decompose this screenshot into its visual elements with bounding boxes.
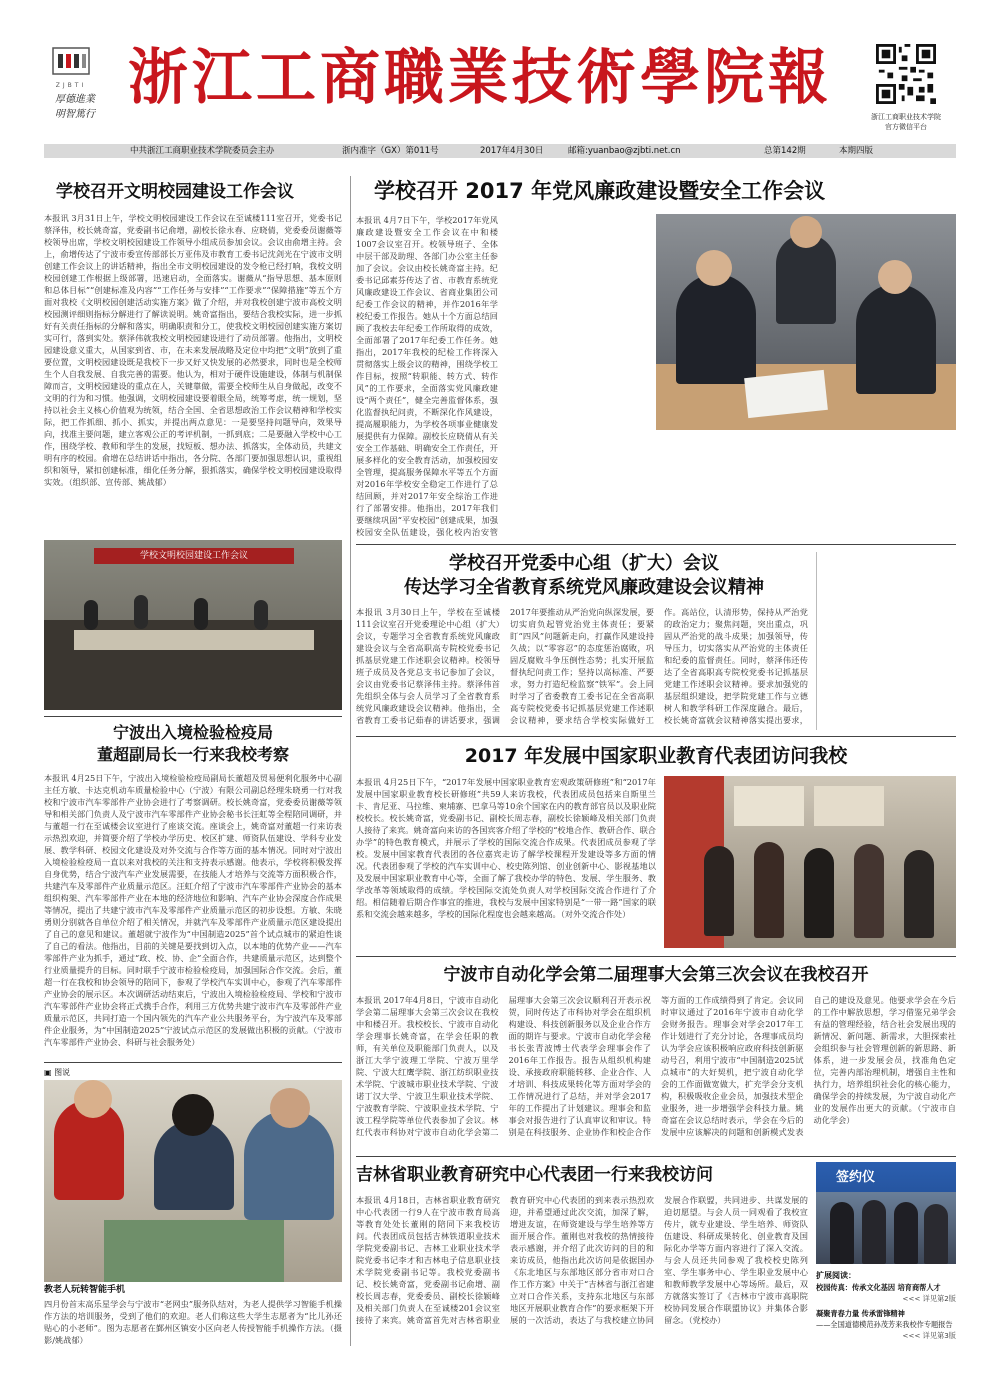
- school-motto: [40, 92, 110, 122]
- article-jilin-delegation-headline: 吉林省职业教育研究中心代表团一行来我校访问: [356, 1165, 713, 1185]
- article-party-integrity-body-col4: [810, 434, 956, 538]
- article-party-integrity-body-col2: [506, 214, 648, 538]
- photo-feature-title: 教老人玩转智能手机: [44, 1285, 126, 1295]
- school-logo: [52, 44, 90, 89]
- newspaper-title: 浙江工商職業技術學院報: [128, 43, 832, 113]
- article-china-vet-headline: 2017 年发展中国家职业教育代表团访问我校: [464, 745, 848, 767]
- motto-line-2: 明智篤行: [55, 109, 95, 120]
- qr-caption-line-1: 浙江工商职业技术学院: [871, 113, 941, 121]
- email-text: 邮箱:yuanbao@zjbti.net.cn: [568, 146, 681, 156]
- camera-icon: ▣: [44, 1068, 52, 1077]
- preview-item-2-ref: <<< 详见第3版: [902, 1331, 956, 1340]
- motto-line-1: 厚德進業: [55, 94, 95, 105]
- issue-date: 2017年4月30日: [480, 146, 544, 156]
- masthead: [0, 0, 1000, 140]
- photo-feature-label-text: 图说: [54, 1068, 71, 1077]
- elderly-smartphone-photo: [44, 1080, 342, 1282]
- civilized-campus-meeting-photo: [44, 540, 342, 710]
- extended-reading-title: 扩展阅读：: [816, 1271, 856, 1280]
- article-party-committee-body-cont: [816, 552, 956, 730]
- issue-info-bar: [44, 144, 956, 158]
- qr-caption: [860, 112, 952, 132]
- article-civilized-campus-headline: 学校召开文明校园建设工作会议: [56, 182, 294, 202]
- article-jilin-delegation-body: 本报讯 4月18日，吉林省职业教育研究中心代表团一行9人在宁波市教育局高等教育处处长董刚的陪同下来我校访问。代表团成员包括吉林铁道职业技术学院党委副书记、吉林工业职业技术学院党委书记李才和吉林电子信息职业技术学院党委副书记等。我校党委副书记、校长姚奇富，党委副书记俞增、副校长周志春，党委委员、副校长徐颖峰及相关部门负责人在至诚楼201会议室接待了来宾。姚奇富首先对吉林省职业教育研究中心代表团的到来表示热烈欢迎，并希望通过此次交流，加深了解，增进友谊，在师资建设与学生培养等方面开展合作。董刚也对我校的热情接待表示感谢，并介绍了此次访问的目的和来访成员，他指出此次访问是依据国办《东北地区与东部地区部分省市对口合作工作方案》中关于“吉林省与浙江省建立对口合作关系，支持东北地区与东部地区开展职业教育合作”的要求框架下开展的一次活动，表达了与我校建立协同发展合作联盟，共同进步、共谋发展的迫切愿望。与会人员一同观看了我校宣传片，就专业建设、学生培养、师资队伍建设、科研成果转化、创业教育及国际化办学等方面内容进行了深入交流。与会人员还共同参观了我校校史陈列室、学生事务中心、学生职业发展中心和教师教学发展中心等场所。最后，双方就落实签订了《吉林市宁波市高职院校协同发展合作联盟协议》并集体合影留念。（党校办）: [356, 1195, 808, 1325]
- preview-item-1[interactable]: [816, 1282, 956, 1304]
- qr-caption-line-2: 官方微信平台: [885, 123, 927, 131]
- article-party-committee-subheadline: 传达学习全省教育系统党风廉政建设会议精神: [404, 577, 764, 598]
- sponsor-text: 中共浙江工商职业技术学院委员会主办: [130, 146, 275, 156]
- preview-item-2[interactable]: [816, 1308, 956, 1341]
- qr-code-icon: [876, 44, 936, 104]
- signing-banner-photo: [816, 1162, 956, 1264]
- preview-item-2-headline: 凝聚青春力量 传承雷锋精神: [816, 1309, 905, 1318]
- preview-item-2-sub: ——全国道德模范孙茂芳来我校作专题报告: [816, 1320, 953, 1329]
- article-ningbo-inspection-subheadline: 董超副局长一行来我校考察: [96, 745, 289, 764]
- extended-reading: [816, 1270, 956, 1341]
- article-ningbo-inspection-headline: 宁波出入境检验检疫局: [112, 723, 273, 742]
- article-party-integrity-headline: 学校召开 2017 年党风廉政建设暨安全工作会议: [374, 179, 826, 203]
- logo-icon: [52, 44, 90, 86]
- article-automation-society-body: 本报讯 2017年4月8日，宁波市自动化学会第二届理事大会第三次会议在我校中和楼召开。我校校长、宁波市自动化学会理事长姚奇富，在学会任职的教师，有关单位及职能部门负责人，以及浙江大学宁波理工学院、宁波万里学院、宁波大红鹰学院、浙江纺织职业技术学院、宁波城市职业技术学院、宁波诺丁汉大学、宁波卫生职业技术学院、宁波教育学院、宁波职业技术学院、宁波工程学院等单位代表参加了会议。林红代表市科协对宁波市自动化学会第二届理事大会第三次会议顺利召开表示祝贺，同时传达了市科协对学会在组织机构建设、科技创新服务以及企业合作方面的期许与要求。宁波市自动化学会秘书长张青波博士代表学会理事会作了2016年工作报告。报告从组织机构建设、承接政府职能转移、企业合作、人才培训、科技成果转化等方面对学会的工作情况进行了总结，并对学会2017年的工作提出了计划建议。理事会和监事会对报告进行了认真审议和审议。特别是在科技服务、企业协作和校企合作等方面的工作成绩得到了肯定。会议同时审议通过了2016年宁波市自动化学会财务报告。理事会对学会2017年工作计划进行了充分讨论，各理事成员均认为学会应该积极响应政府科技创新驱动号召，利用宁波市“中国制造2025试点城市”的大好契机，把宁波自动化学会的工作面做宽做大，扩充学会分支机构，积极吸收企业会员，加强技术型企业服务，进一步增强学会科技力量。姚奇富在会议总结时表示，学会在今后的发展中应该解决的问题和创新模式发表自己的建设及意见。他要求学会在今后的工作中解放思想，学习借鉴兄弟学会有益的管理经验，结合社会发展出现的新情况、新问题、新需求，大胆探索社会组织参与社会管理创新的新思路、新体系，进一步发展会员，找准角色定位，完善内部治理机制，增强自主性和执行力，培养组织社会化的核心能力，确保学会的持续发展，为宁波自动化产业的发展作出更大的贡献。（宁波市自动化学会）: [356, 995, 956, 1137]
- issue-total: 总第142期: [764, 146, 806, 156]
- delegation-visit-photo: [664, 776, 956, 948]
- article-civilized-campus-body: 本报讯 3月31日上午，学校文明校园建设工作会议在至诚楼111室召开，党委书记蔡泽伟，校长姚奇富，党委副书记俞增，副校长徐永春、应晓倩，党委委员谢薇等校领导出席，学校文明校园建设工作领导小组成员参加会议。会议由俞增主持。会上，俞增传达了宁波市委宣传部部长万亚伟及市教育工委书记沈剑光在宁波市文明创建工作会议上的讲话精神，指出全市文明校园建设的发令枪已经打响，我校文明校园创建工作根据上级部署，迅速启动，全面落实。谢薇从“指导思想、基本原则和总体目标”“创建标准及内容”“工作任务与安排”“工作要求”“保障措施”等五个方面对我校《文明校园创建活动实施方案》做了介绍，并对我校创建宁波市高校文明校园测评细则指标分解进行了解读说明。姚奇富指出，要结合我校实际，进一步抓好有关责任指标的分解和落实，明确职责和分工，使我校文明校园创建实施方案切实可行，落到实处。蔡泽伟就我校文明校园建设进行了动员部署。他指出，文明校园建设意义重大，从国家到省、市，在未来发展战略及定位中均把“文明”放到了重要位置，文明校园建设既是我校下一步又好又快发展的必然要求，同时也是全校师生个人自我发展、自我完善的需要。他认为，相对于硬件设施建设，体制与机制保障而言，文明校园建设的重点在人，关键靠做，需要全校师生从自身做起，改变不文明的行为和习惯。他强调，文明校园建设要着眼全局，统筹考虑，统一规划，坚持以社会主义核心价值观为统领，结合全国、全省思想政治工作会议精神和学校实际，把工作抓细、抓小、抓实，并提出两点意见：一是要坚持问题导向，效果导向，找准主要问题，建立客观公正的考评机制，一抓到底；二是要融入学校中心工作，围绕学校、教师和学生的发展，找短板、想办法、抓落实，全体动员，共建文明有序的校园。俞增在总结讲话中指出，各分院、各部门要加强思想认识，重视组织和领导，紧扣创建标准，细化任务分解，狠抓落实，确保学校文明校园建设取得实效。（组织部、宣传部、姚战郁）: [44, 213, 342, 487]
- article-automation-society-headline: 宁波市自动化学会第二届理事大会第三次会议在我校召开: [443, 965, 869, 985]
- article-party-committee-headline: 学校召开党委中心组（扩大）会议: [449, 553, 719, 574]
- article-china-vet-body: 本报讯 4月25日下午，“2017年发展中国家职业教育宏观政策研修班”和“2017年发展中国家职业教育校长研修班”共59人来访我校，代表团成员包括来自斯里兰卡、肯尼亚、马拉维、柬埔寨、巴拿马等10余个国家在内的教育部官员以及职业院校校长。校长姚奇富，党委副书记、副校长周志春，副校长徐颖峰及相关部门负责人接待了来宾。姚奇富向来访的各国宾客介绍了学校的“校地合作、教研合作、联合办学”的特色教育模式，并展示了学校的国际交流合作成果。代表团成员参观了学校。发展中国家教育代表团的各位嘉宾走访了解学校课程开发建设等多方面的情况。代表团参观了学校的汽车实训中心、校史陈列馆、创业创新中心、影视基地以及发展中国家职业教育中心等，全面了解了我校办学的特色、发展、学生服务、教学改革等领域取得的成绩。学校国际交流处负责人对学校国际交流合作进行了介绍。相信随着后期合作事宜的推进，我校与发展中国家特别是“一带一路”国家的联系和交流会越来越多，学校的国际化程度也会越来越高。（对外交流合作处）: [356, 777, 656, 919]
- banner-text: 签约仪: [836, 1170, 876, 1185]
- article-party-integrity-body-col3: [656, 434, 802, 538]
- preview-item-1-ref: <<< 详见第2版: [902, 1294, 956, 1303]
- issue-pages: 本期四版: [839, 146, 874, 156]
- article-party-committee-body: 本报讯 3月30日上午，学校在至诚楼111会议室召开党委理论中心组（扩大）会议，专题学习全省教育系统党风廉政建设会议与全省高职高专院校党委书记抓基层党建工作述职会议精神。校领导班子成员及各党总支书记参加了会议，会议由党委书记蔡泽伟主持。蔡泽伟首先组织全体与会人员学习了全省教育系统党风廉政建设会议精神。他指出，全省教育工委书记茹春的讲话要求，强调2017年要推动从严治党向纵深发展，要切实肩负起管党治党主体责任；要紧盯“四风”问题新走向，打赢作风建设持久战；以“零容忍”的态度惩治腐败，巩固反腐败斗争压倒性态势；扎实开展监督执纪问责工作；坚持以高标准、严要求，努力打造纪检监察“铁军”。会上同时学习了省委教育工委书记在全省高职高专院校党委书记抓基层党建工作述职会议精神，要求结合学校实际做好工作。高站位，认清形势，保持从严治党的政治定力；聚焦问题，突出重点，巩固从严治党的战斗成果；加强领导，传导压力，切实落实从严治党的主体责任和纪委的监督责任。同时，蔡泽伟还传达了全省高职高专院校党委书记抓基层党建工作述职会议精神。要求加强党的基层组织建设，把学院党建工作与立德树人和教学科研工作深度融合。最后，校长姚奇富就会议精神落实提出要求，: [356, 607, 808, 725]
- meeting-banner: 学校文明校园建设工作会议: [94, 548, 294, 564]
- signing-ceremony-photo: [656, 214, 956, 430]
- photo-feature-caption: 四月份首末高乐星学会与宁波市“老网虫”服务队结对，为老人提供学习智能手机操作方法的培训服务，受到了他们的欢迎。老人们称这些大学生志愿者为“比儿孙还贴心的小老师”。图为志愿者在鄞州区镇安小区向老人传授智能手机操作方法。（摄影/姚战郁）: [44, 1299, 342, 1345]
- article-ningbo-inspection-body: 本报讯 4月25日下午，宁波出入境检验检疫局副局长董超及贸易便利化服务中心副主任方敏、卡达克机动车质量检验中心（宁波）有限公司副总经理朱晓勇一行对我校和宁波市汽车零部件产业协会进行了考察调研。校长姚奇富，党委委员谢薇等领导和相关部门负责人及宁波市汽车零部件产业协会秘书长汪虹等全程陪同调研，并与董超一行在至诚楼会议室进行了座谈交流。座谈会上，姚奇富对董超一行来访表示热烈欢迎，并简要介绍了学校办学历史、校区扩建、师资队伍建设、学科专业发展、教学科研、校园文化建设及对外交流与合作等方面的基本情况。同时对宁波出入境检验检疫局一直以来对我校的关注和支持表示感谢。他表示，学校将积极发挥自身优势，结合宁波汽车产业发展需要，在技能人才培养与交流等方面积极合作，共建汽车及零部件产业质量示范区。汪虹介绍了宁波市汽车零部件产业协会的基本组织构架、汽车零部件产业在本地的经济地位和影响、汽车产业协会深度合作成果等情况，提出了共建宁波市汽车及零部件产业质量示范区的初步设想。方敏、朱晓勇则分别就各自单位介绍了相关情况，并就汽车及零部件产业质量示范区建设提出了自己的意见和建议。董超就宁波作为“中国制造2025”首个试点城市的紧迫性谈了自己的看法。他指出，目前的关键是要找到切入点，以本地的优势产业——汽车零部件产业为抓手，通过“政、校、协、企”全面合作，共建质量示范区，达到整个行业质量提升的目标。同时联手宁波市检验检疫局，加强国际合作交流。会后，董超一行在我校和协会领导的陪同下，参观了学校汽车实训中心，参观了汽车零部件产业协会的展示区。本次调研活动结束后，宁波出入境检验检疫局、学校和宁波市汽车零部件产业协会将正式携手合作，利用三方优势共建宁波市汽车及零部件产业质量示范区，共同打造一个国内领先的汽车产业公共服务平台，为宁波汽车及零部件企业服务，为“中国制造2025”宁波试点示范区的发展做出积极的贡献。（宁波市汽车零部件产业协会、科研与社会服务处）: [44, 773, 342, 1047]
- photo-feature-label: [44, 1067, 104, 1079]
- wechat-qr-code[interactable]: [876, 44, 936, 104]
- preview-item-1-headline: 校园传真：传承文化基因 培育商帮人才: [816, 1283, 941, 1292]
- license-text: 浙内准字（GX）第011号: [342, 146, 439, 156]
- logo-letters: ZJBTI: [55, 82, 87, 89]
- article-party-integrity-body-col1: 本报讯 4月7日下午，学校2017年党风廉政建设暨安全工作会议在中和楼1007会议室召开。校领导班子、全体中层干部及助理、各部门办公室主任参加了会议。会议由校长姚奇富主持。纪委书记邱素芬传达了省、市教育系统党风廉政建设工作会议、省商业集团公司纪委工作会议的精神，并作2016年学校纪委工作报告。她从十个方面总结回顾了我校去年纪委工作所取得的成效，全面部署了2017年纪委工作任务。她指出，2017年我校的纪检工作将深入贯彻落实上级会议的精神，围绕学校工作目标，按照“转职能、转方式、转作风”的工作要求，全面落实党风廉政建设“两个责任”，健全完善监督体系，强化监督执纪问责，不断深化作风建设，提高履职能力，为学校各项事业健康发展提供有力保障。副校长应晓倩从有关安全工作基础、明确安全工作责任，开展多样化的安全教育活动，加强校园安全管理，提高服务保障水平等五个方面对2016年学校安全稳定工作进行了总结回顾，并对2017年安全综治工作进行了部署安排。他指出，2017年我们要继续巩固“平安校园”创建成果，加强校园安全队伍建设，强化校内治安管: [356, 215, 498, 537]
